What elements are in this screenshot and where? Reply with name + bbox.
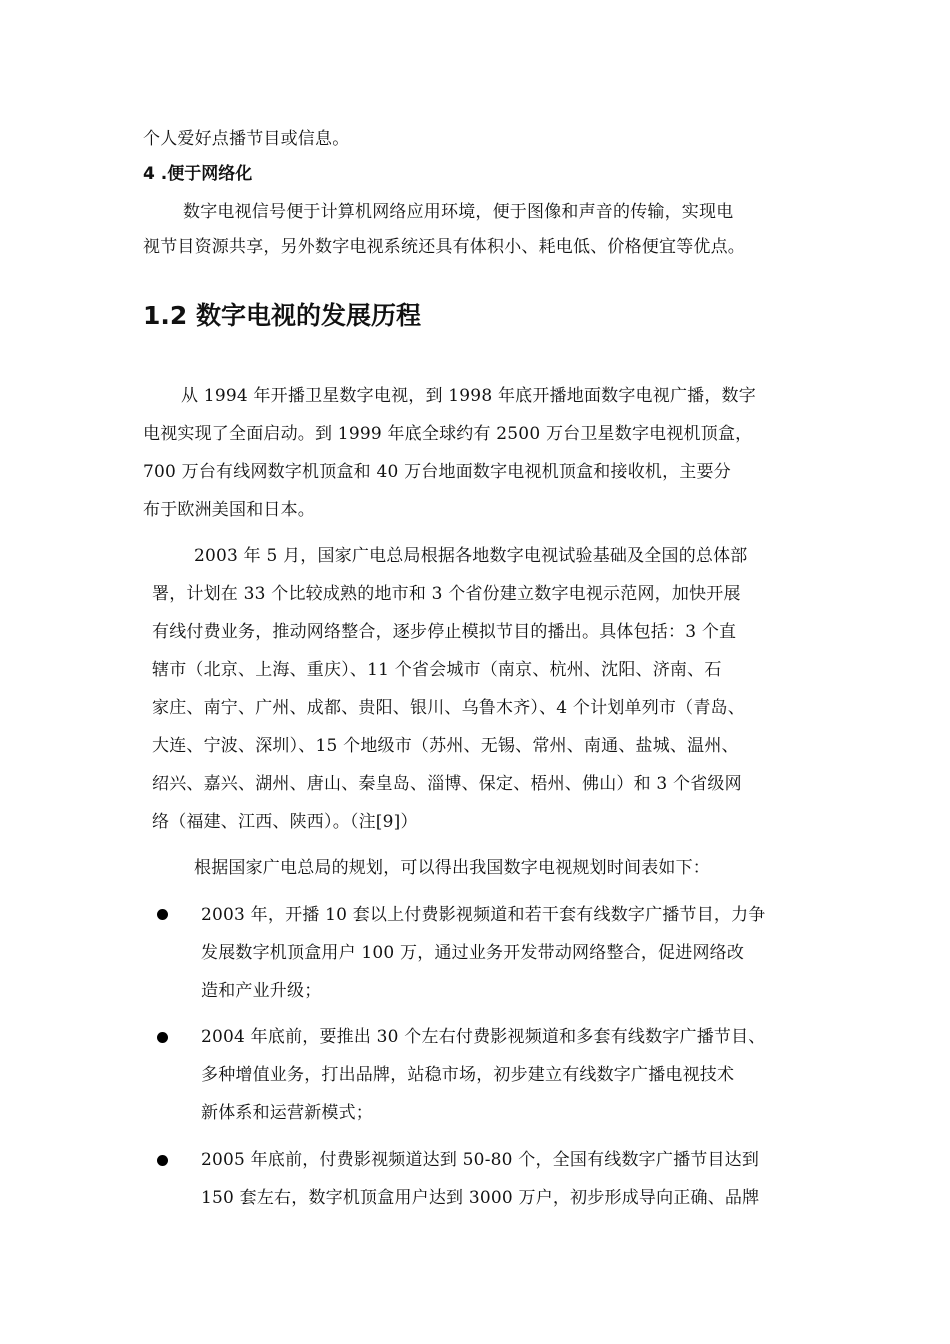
- plan-2003-paragraph-line: 2003 年 5 月，国家广电总局根据各地数字电视试验基础及全国的总体部: [194, 546, 748, 566]
- bullet-icon: [157, 1032, 168, 1043]
- bullet-item-line: 多种增值业务，打出品牌，站稳市场，初步建立有线数字广播电视技术: [201, 1065, 735, 1085]
- bullet-item-line: 150 套左右，数字机顶盒用户达到 3000 万户，初步形成导向正确、品牌: [201, 1188, 760, 1208]
- network-paragraph-line: 数字电视信号便于计算机网络应用环境，便于图像和声音的传输，实现电: [183, 202, 734, 222]
- plan-2003-paragraph-line: 绍兴、嘉兴、湖州、唐山、秦皇岛、淄博、保定、梧州、佛山）和 3 个省级网: [152, 774, 742, 794]
- bullet-item-line: 2003 年，开播 10 套以上付费影视频道和若干套有线数字广播节目，力争: [201, 905, 766, 925]
- plan-2003-paragraph-line: 大连、宁波、深圳）、15 个地级市（苏州、无锡、常州、南通、盐城、温州、: [152, 736, 739, 756]
- history-paragraph-line: 电视实现了全面启动。到 1999 年底全球约有 2500 万台卫星数字电视机顶盒，: [143, 424, 753, 444]
- network-paragraph-line: 视节目资源共享，另外数字电视系统还具有体积小、耗电低、价格便宜等优点。: [143, 237, 745, 257]
- bullet-item-line: 造和产业升级；: [201, 981, 322, 1001]
- bullet-item-line: 发展数字机顶盒用户 100 万，通过业务开发带动网络整合，促进网络改: [201, 943, 745, 963]
- plan-intro-text: 根据国家广电总局的规划，可以得出我国数字电视规划时间表如下：: [194, 858, 710, 878]
- bullet-item-line: 2005 年底前，付费影视频道达到 50-80 个，全国有线数字广播节目达到: [201, 1150, 760, 1170]
- plan-2003-paragraph-line: 署，计划在 33 个比较成熟的地市和 3 个省份建立数字电视示范网，加快开展: [152, 584, 741, 604]
- plan-2003-paragraph-line: 家庄、南宁、广州、成都、贵阳、银川、乌鲁木齐）、4 个计划单列市（青岛、: [152, 698, 745, 718]
- history-paragraph-line: 从 1994 年开播卫星数字电视，到 1998 年底开播地面数字电视广播，数字: [181, 386, 756, 406]
- bullet-icon: [157, 1155, 168, 1166]
- subheading-network: 4 .便于网络化: [143, 164, 253, 184]
- bullet-item-line: 新体系和运营新模式；: [201, 1103, 373, 1123]
- plan-2003-paragraph-line: 络（福建、江西、陕西）。（注[9]）: [152, 812, 418, 832]
- intro-tail-text: 个人爱好点播节目或信息。: [143, 129, 350, 149]
- plan-2003-paragraph-line: 辖市（北京、上海、重庆）、11 个省会城市（南京、杭州、沈阳、济南、石: [152, 660, 722, 680]
- section-title: 1.2 数字电视的发展历程: [143, 301, 421, 330]
- bullet-item-line: 2004 年底前，要推出 30 个左右付费影视频道和多套有线数字广播节目、: [201, 1027, 766, 1047]
- bullet-icon: [157, 909, 168, 920]
- history-paragraph-line: 布于欧洲美国和日本。: [143, 500, 315, 520]
- history-paragraph-line: 700 万台有线网数字机顶盒和 40 万台地面数字电视机顶盒和接收机，主要分: [143, 462, 731, 482]
- plan-2003-paragraph-line: 有线付费业务，推动网络整合，逐步停止模拟节目的播出。具体包括：3 个直: [152, 622, 737, 642]
